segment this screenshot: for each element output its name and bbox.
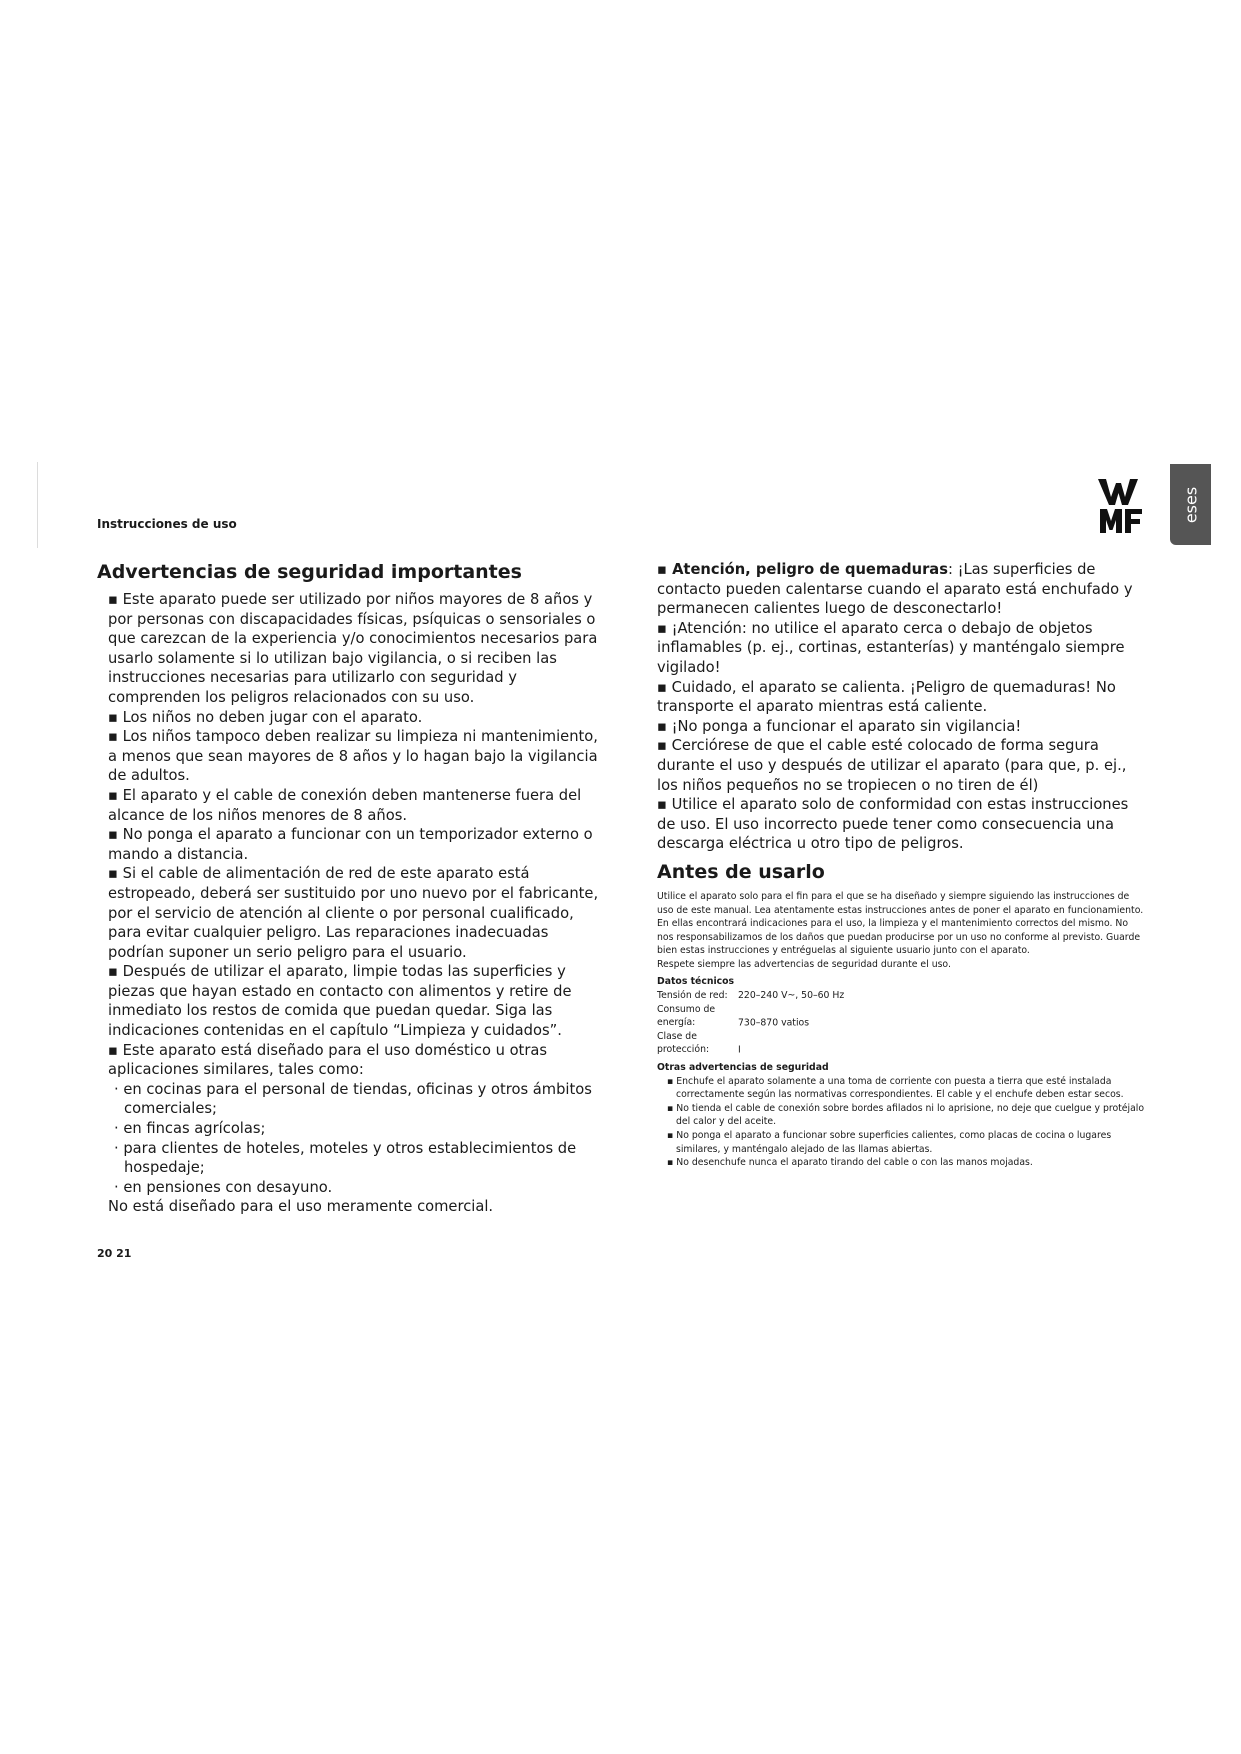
safety-bullet: ▪ Este aparato puede ser utilizado por niños mayores de 8 años y por personas con discapacidades físicas, psíquicas o sensoriales o que carezcan de la experiencia y/o conocimientos necesarios para usarlo solamente si lo utilizan bajo vigilancia, o si reciben las instrucciones necesarias para utilizarlo con seguridad y comprenden los peligros relacionados con su uso. [108, 591, 598, 706]
tech-value: 220–240 V~, 50–60 Hz [738, 990, 845, 1002]
safety-bullet: ▪ Utilice el aparato solo de conformidad con estas instrucciones de uso. El uso incorrecto puede tener como consecuencia una descarga eléctrica u otro tipo de peligros. [657, 796, 1129, 853]
usage-sub-item: · en pensiones con desayuno. [114, 1178, 333, 1196]
safety-bullet [657, 560, 1147, 619]
safety-bullet: ▪ No ponga el aparato a funcionar con un temporizador externo o mando a distancia. [108, 826, 593, 863]
language-tab[interactable] [1170, 464, 1211, 545]
left-column [97, 560, 607, 1217]
usage-sub-item: · en fincas agrícolas; [114, 1120, 266, 1138]
safety-bullet: ▪ Los niños no deben jugar con el aparato. [108, 708, 423, 726]
tech-value: I [738, 1044, 741, 1056]
before-use-intro: Utilice el aparato solo para el fin para el que se ha diseñado y siempre siguiendo las instrucciones de uso de este manual. Lea atentamente estas instrucciones antes de poner el aparato en funcionamiento. En ellas encontrará indicaciones para el uso, la limpieza y el mantenimiento correctos del mismo. No nos responsabilizamos de los daños que puedan producirse por un uso no conforme al previsto. Guarde bien estas instrucciones y entréguelas al siguiente usuario junto con el aparato. [657, 890, 1144, 957]
tech-label: Consumo de energía: [657, 1003, 716, 1029]
safety-title: Advertencias de seguridad importantes [97, 561, 522, 583]
other-warning-item: ▪ No tienda el cable de conexión sobre bordes afilados ni lo aprisione, no deje que cuelgue y protéjalo del calor y del aceite. [667, 1102, 1145, 1128]
tech-label: Tensión de red: [657, 990, 728, 1002]
usage-sub-item: · para clientes de hoteles, moteles y otros establecimientos de hospedaje; [114, 1139, 577, 1177]
before-use-title: Antes de usarlo [657, 860, 825, 883]
page-numbers: 20 21 [97, 1247, 132, 1260]
safety-bullet: ▪ Después de utilizar el aparato, limpie todas las superficies y piezas que hayan estado en contacto con alimentos y retire de inmediato los restos de comida que puedan quedar. Siga las indicaciones contenidas en el capítulo “Limpieza y cuidados”. [108, 963, 572, 1040]
closing-note: No está diseñado para el uso meramente comercial. [108, 1198, 494, 1216]
usage-sub-item: · en cocinas para el personal de tiendas, oficinas y otros ámbitos comerciales; [114, 1080, 592, 1118]
tech-row [657, 1003, 1147, 1030]
other-warning-item: ▪ No desenchufe nunca el aparato tirando del cable o con las manos mojadas. [667, 1157, 1033, 1169]
language-tab-label: eses [1181, 486, 1200, 523]
tech-row [657, 989, 1147, 1003]
tech-label: Clase de protección: [657, 1030, 710, 1056]
safety-bullet: ▪ Este aparato está diseñado para el uso doméstico u otras aplicaciones similares, tales como: [108, 1041, 548, 1079]
safety-bullet: ▪ Cuidado, el aparato se calienta. ¡Peligro de quemaduras! No transporte el aparato mientras está caliente. [657, 678, 1116, 716]
safety-bullet: ▪ ¡No ponga a funcionar el aparato sin vigilancia! [657, 717, 1022, 735]
running-head: Instrucciones de uso [97, 517, 237, 531]
tech-value: 730–870 vatios [738, 1017, 810, 1029]
safety-bullet: ▪ El aparato y el cable de conexión deben mantenerse fuera del alcance de los niños menores de 8 años. [108, 786, 582, 824]
safety-bullet: ▪ ¡Atención: no utilice el aparato cerca o debajo de objetos inflamables (p. ej., cortinas, estanterías) y manténgalo siempre vigilado! [657, 619, 1125, 676]
margin-rule [37, 462, 38, 548]
safety-bullet: ▪ Los niños tampoco deben realizar su limpieza ni mantenimiento, a menos que sean mayores de 8 años y lo hagan bajo la vigilancia de adultos. [108, 728, 598, 785]
other-warnings-title: Otras advertencias de seguridad [657, 1062, 829, 1074]
safety-bullet: ▪ Si el cable de alimentación de red de este aparato está estropeado, deberá ser sustituido por uno nuevo por el fabricante, por el servicio de atención al cliente o por personal cualificado, para evitar cualquier peligro. Las reparaciones inadecuadas podrían suponer un serio peligro para el usuario. [108, 865, 599, 961]
safety-bullet: ▪ Cerciórese de que el cable esté colocado de forma segura durante el uso y después de utilizar el aparato (para que, p. ej., los niños pequeños no se tropiecen o no tiren de él) [657, 737, 1127, 794]
right-column [657, 560, 1147, 1170]
other-warning-item: ▪ Enchufe el aparato solamente a una toma de corriente con puesta a tierra que esté instalada correctamente según las normativas correspondientes. El cable y el enchufe deben estar secos. [667, 1075, 1124, 1101]
wmf-logo [1098, 477, 1144, 535]
respect-note: Respete siempre las advertencias de seguridad durante el uso. [657, 958, 951, 970]
bullet-text: : ¡Las superficies de contacto pueden calentarse cuando el aparato está enchufado y permanecen calientes luego de desconectarlo! [657, 561, 1133, 618]
tech-data-title: Datos técnicos [657, 976, 735, 988]
tech-row [657, 1030, 1147, 1057]
bullet-bold-lead: ▪ Atención, peligro de quemaduras [657, 561, 948, 578]
other-warning-item: ▪ No ponga el aparato a funcionar sobre superficies calientes, como placas de cocina o lugares similares, y manténgalo alejado de las llamas abiertas. [667, 1130, 1112, 1155]
